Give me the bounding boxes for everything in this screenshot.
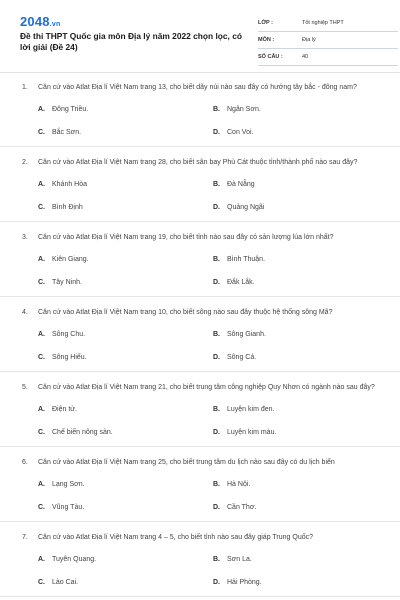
option-letter: A.: [38, 556, 45, 563]
exam-meta: [258, 16, 398, 67]
option-text: Đông Triều.: [52, 106, 89, 113]
question-text: [22, 82, 382, 93]
question-stem: Căn cứ vào Atlat Địa lí Việt Nam trang 19, cho biết tỉnh nào sau đây có sản lượng lúa lớn nhất?: [38, 234, 334, 241]
question-item: [0, 447, 400, 522]
option-letter: A.: [38, 256, 45, 263]
option-letter: D.: [213, 429, 220, 436]
question-number: 5.: [22, 384, 28, 391]
meta-label: MÔN :: [258, 37, 275, 43]
question-stem: Căn cứ vào Atlat Địa lí Việt Nam trang 21, cho biết trung tâm công nghiệp Quy Nhơn có ngành nào sau đây?: [38, 384, 375, 391]
answer-option[interactable]: [213, 503, 383, 512]
question-stem: Căn cứ vào Atlat Địa lí Việt Nam trang 13, cho biết dãy núi nào sau đây có hướng tây bắc - đông nam?: [38, 84, 357, 91]
answer-option[interactable]: [38, 480, 213, 489]
answer-option[interactable]: [213, 278, 383, 287]
question-stem: Căn cứ vào Atlat Địa lí Việt Nam trang 25, cho biết trung tâm du lịch nào sau đây có du lịch biển: [38, 459, 335, 466]
answer-option[interactable]: [38, 555, 213, 564]
question-number: 2.: [22, 159, 28, 166]
meta-label: LỚP :: [258, 20, 273, 26]
meta-value: 40: [302, 54, 309, 60]
option-text: Tây Ninh.: [52, 279, 82, 286]
answer-options: [22, 255, 382, 296]
option-letter: B.: [213, 331, 220, 338]
question-stem: Căn cứ vào Atlat Địa lí Việt Nam trang 4 – 5, cho biết tỉnh nào sau đây giáp Trung Quốc?: [38, 534, 313, 541]
option-letter: A.: [38, 406, 45, 413]
option-text: Luyện kim đen.: [227, 406, 275, 413]
option-text: Lào Cai.: [52, 579, 79, 586]
meta-label: SỐ CÂU :: [258, 54, 283, 60]
option-text: Sông Hiếu.: [52, 354, 87, 361]
answer-option[interactable]: [38, 405, 213, 414]
answer-option[interactable]: [38, 128, 213, 137]
option-text: Chế biến nông sản.: [52, 429, 113, 436]
option-letter: B.: [213, 406, 220, 413]
answer-option[interactable]: [213, 578, 383, 587]
option-text: Điện tử.: [52, 406, 77, 413]
option-text: Luyện kim màu.: [227, 429, 277, 436]
question-number: 4.: [22, 309, 28, 316]
header-divider: [0, 72, 400, 73]
option-letter: C.: [38, 354, 45, 361]
answer-options: [22, 480, 382, 521]
answer-option[interactable]: [38, 180, 213, 189]
question-item: [0, 222, 400, 297]
answer-option[interactable]: [38, 105, 213, 114]
option-text: Lạng Sơn.: [52, 481, 85, 488]
answer-option[interactable]: [213, 330, 383, 339]
option-text: Bình Thuận.: [227, 256, 266, 263]
meta-row-subject: [258, 33, 398, 49]
question-stem: Căn cứ vào Atlat Địa lí Việt Nam trang 28, cho biết sân bay Phù Cát thuộc tỉnh/thành phố nào sau đây?: [38, 159, 358, 166]
option-letter: B.: [213, 181, 220, 188]
option-text: Con Voi.: [227, 129, 254, 136]
question-item: [0, 82, 400, 147]
logo-suffix: .vn: [49, 21, 61, 28]
question-number: 3.: [22, 234, 28, 241]
answer-option[interactable]: [38, 203, 213, 212]
answer-option[interactable]: [38, 255, 213, 264]
option-letter: D.: [213, 504, 220, 511]
option-letter: C.: [38, 429, 45, 436]
meta-row-count: [258, 50, 398, 66]
answer-option[interactable]: [213, 480, 383, 489]
header: [20, 14, 382, 74]
question-number: 7.: [22, 534, 28, 541]
option-letter: C.: [38, 504, 45, 511]
option-text: Hải Phòng.: [227, 579, 262, 586]
option-text: Tuyên Quang.: [52, 556, 97, 563]
answer-option[interactable]: [38, 353, 213, 362]
answer-option[interactable]: [213, 128, 383, 137]
option-text: Cần Thơ.: [227, 504, 257, 511]
option-letter: B.: [213, 481, 220, 488]
option-letter: D.: [213, 279, 220, 286]
option-letter: D.: [213, 579, 220, 586]
answer-option[interactable]: [38, 578, 213, 587]
option-text: Sơn La.: [227, 556, 252, 563]
option-letter: A.: [38, 106, 45, 113]
answer-options: [22, 555, 382, 596]
question-text: [22, 232, 382, 243]
answer-option[interactable]: [213, 255, 383, 264]
answer-option[interactable]: [213, 180, 383, 189]
meta-row-class: [258, 16, 398, 32]
option-letter: D.: [213, 354, 220, 361]
answer-option[interactable]: [38, 278, 213, 287]
answer-option[interactable]: [213, 405, 383, 414]
answer-option[interactable]: [213, 203, 383, 212]
answer-options: [22, 180, 382, 221]
question-item: [0, 147, 400, 222]
question-text: [22, 532, 382, 543]
option-text: Vũng Tàu.: [52, 504, 85, 511]
option-text: Bắc Sơn.: [52, 129, 82, 136]
option-letter: B.: [213, 106, 220, 113]
option-letter: C.: [38, 129, 45, 136]
question-stem: Căn cứ vào Atlat Địa lí Việt Nam trang 10, cho biết sông nào sau đây thuộc hệ thống sông Mã?: [38, 309, 333, 316]
answer-option[interactable]: [38, 503, 213, 512]
option-letter: A.: [38, 181, 45, 188]
option-letter: D.: [213, 129, 220, 136]
question-number: 6.: [22, 459, 28, 466]
option-text: Bình Định: [52, 204, 83, 211]
question-text: [22, 457, 382, 468]
answer-options: [22, 105, 382, 146]
meta-value: Địa lý: [302, 37, 316, 43]
option-text: Kiên Giang.: [52, 256, 89, 263]
option-text: Đắk Lắk.: [227, 279, 255, 286]
site-logo[interactable]: [20, 14, 60, 29]
option-letter: B.: [213, 256, 220, 263]
question-text: [22, 157, 382, 168]
option-letter: C.: [38, 579, 45, 586]
question-item: [0, 297, 400, 372]
answer-option[interactable]: [213, 555, 383, 564]
answer-option[interactable]: [38, 330, 213, 339]
option-text: Quảng Ngãi: [227, 204, 265, 211]
answer-option[interactable]: [213, 428, 383, 437]
option-text: Hà Nội.: [227, 481, 251, 488]
question-number: 1.: [22, 84, 28, 91]
option-letter: D.: [213, 204, 220, 211]
page-title: Đề thi THPT Quốc gia môn Địa lý năm 2022 chọn lọc, có lời giải (Đề 24): [20, 31, 242, 52]
option-letter: C.: [38, 204, 45, 211]
question-text: [22, 307, 382, 318]
answer-options: [22, 405, 382, 446]
option-letter: B.: [213, 556, 220, 563]
option-text: Sông Chu.: [52, 331, 86, 338]
option-letter: A.: [38, 331, 45, 338]
question-text: [22, 382, 382, 393]
option-letter: A.: [38, 481, 45, 488]
option-text: Ngân Sơn.: [227, 106, 261, 113]
question-item: [0, 372, 400, 447]
option-text: Khánh Hòa: [52, 181, 88, 188]
answer-option[interactable]: [213, 353, 383, 362]
option-text: Đà Nẵng: [227, 181, 255, 188]
logo-text: 2048: [20, 14, 50, 29]
option-letter: C.: [38, 279, 45, 286]
answer-option[interactable]: [38, 428, 213, 437]
answer-options: [22, 330, 382, 371]
option-text: Sông Gianh.: [227, 331, 266, 338]
question-item: [0, 522, 400, 597]
question-list: [0, 82, 400, 597]
option-text: Sông Cả.: [227, 354, 257, 361]
answer-option[interactable]: [213, 105, 383, 114]
meta-value: Tốt nghiệp THPT: [302, 20, 344, 26]
